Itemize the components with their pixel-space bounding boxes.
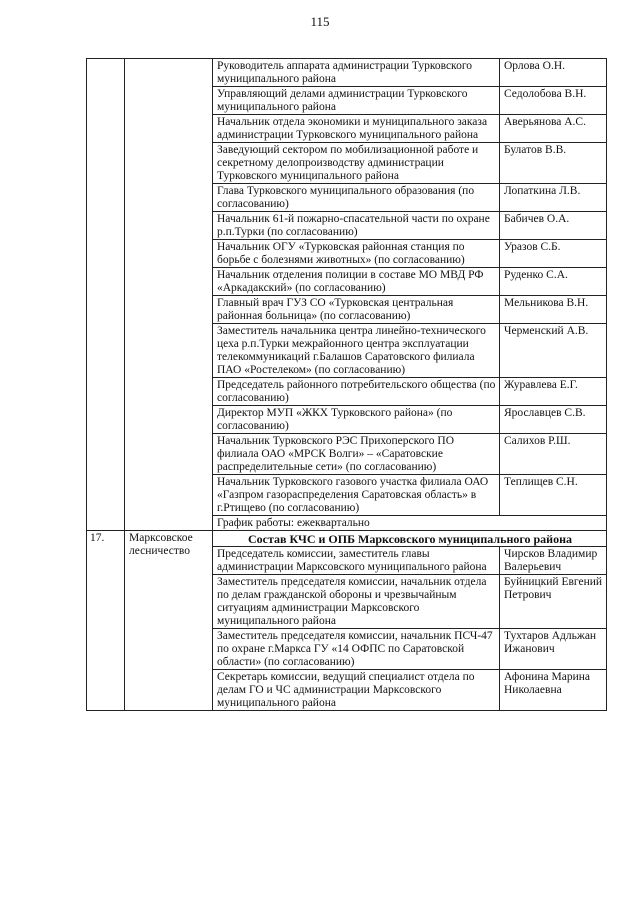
name-cell: Ярославцев С.В. — [500, 406, 607, 434]
name-cell: Мельникова В.Н. — [500, 296, 607, 324]
position-cell: Начальник отдела экономики и муниципального заказа администрации Турковского муниципального района — [213, 115, 500, 143]
name-cell: Чирсков Владимир Валерьевич — [500, 547, 607, 575]
number-cell — [87, 59, 125, 531]
name-cell: Тухтаров Адльжан Ижанович — [500, 629, 607, 670]
position-cell: Начальник Турковского РЭС Прихоперского ПО филиала ОАО «МРСК Волги» – «Саратовские распределительные сети» (по согласованию) — [213, 434, 500, 475]
name-cell: Орлова О.Н. — [500, 59, 607, 87]
schedule-cell: График работы: ежеквартально — [213, 516, 607, 531]
position-cell: Заведующий сектором по мобилизационной работе и секретному делопроизводству администрации Турковского муниципального района — [213, 143, 500, 184]
position-cell: Начальник Турковского газового участка филиала ОАО «Газпром газораспределения Саратовская область» в г.Ртищево (по согласованию) — [213, 475, 500, 516]
name-cell: Булатов В.В. — [500, 143, 607, 184]
position-cell: Руководитель аппарата администрации Турковского муниципального района — [213, 59, 500, 87]
position-cell: Заместитель председателя комиссии, начальник ПСЧ-47 по охране г.Маркса ГУ «14 ОФПС по Саратовской области» (по согласованию) — [213, 629, 500, 670]
name-cell: Черменский А.В. — [500, 324, 607, 378]
position-cell: Директор МУП «ЖКХ Турковского района» (по согласованию) — [213, 406, 500, 434]
name-cell: Аверьянова А.С. — [500, 115, 607, 143]
page-number: 115 — [310, 14, 330, 29]
name-cell: Лопаткина Л.В. — [500, 184, 607, 212]
position-cell: Глава Турковского муниципального образования (по согласованию) — [213, 184, 500, 212]
position-cell: Начальник отделения полиции в составе МО МВД РФ «Аркадакский» (по согласованию) — [213, 268, 500, 296]
forestry-cell — [125, 59, 213, 531]
forestry-name: Марксовское лесничество — [125, 531, 213, 711]
position-cell: Управляющий делами администрации Турковского муниципального района — [213, 87, 500, 115]
table-row — [87, 59, 607, 87]
name-cell: Бабичев О.А. — [500, 212, 607, 240]
position-cell: Главный врач ГУЗ СО «Турковская центральная районная больница» (по согласованию) — [213, 296, 500, 324]
name-cell: Седолобова В.Н. — [500, 87, 607, 115]
section-number: 17. — [87, 531, 125, 711]
position-cell: Секретарь комиссии, ведущий специалист отдела по делам ГО и ЧС администрации Марксовского муниципального района — [213, 670, 500, 711]
position-cell: Председатель районного потребительского общества (по согласованию) — [213, 378, 500, 406]
position-cell: Заместитель начальника центра линейно-технического цеха р.п.Турки межрайонного центра эксплуатации телекоммуникаций г.Балашов Саратовского филиала ПАО «Ростелеком» (по согласованию) — [213, 324, 500, 378]
name-cell: Руденко С.А. — [500, 268, 607, 296]
name-cell: Уразов С.Б. — [500, 240, 607, 268]
name-cell: Афонина Марина Николаевна — [500, 670, 607, 711]
name-cell: Журавлева Е.Г. — [500, 378, 607, 406]
position-cell: Начальник ОГУ «Турковская районная станция по борьбе с болезнями животных» (по согласованию) — [213, 240, 500, 268]
position-cell: Заместитель председателя комиссии, начальник отдела по делам гражданской обороны и чрезвычайным ситуациям администрации Марксовского муниципального района — [213, 575, 500, 629]
name-cell: Буйницкий Евгений Петрович — [500, 575, 607, 629]
section-heading: Состав КЧС и ОПБ Марксовского муниципального района — [213, 531, 607, 547]
commission-table — [86, 58, 607, 711]
section-heading-row — [87, 531, 607, 547]
position-cell: Председатель комиссии, заместитель главы администрации Марксовского муниципального района — [213, 547, 500, 575]
name-cell: Теплищев С.Н. — [500, 475, 607, 516]
name-cell: Салихов Р.Ш. — [500, 434, 607, 475]
position-cell: Начальник 61-й пожарно-спасательной части по охране р.п.Турки (по согласованию) — [213, 212, 500, 240]
